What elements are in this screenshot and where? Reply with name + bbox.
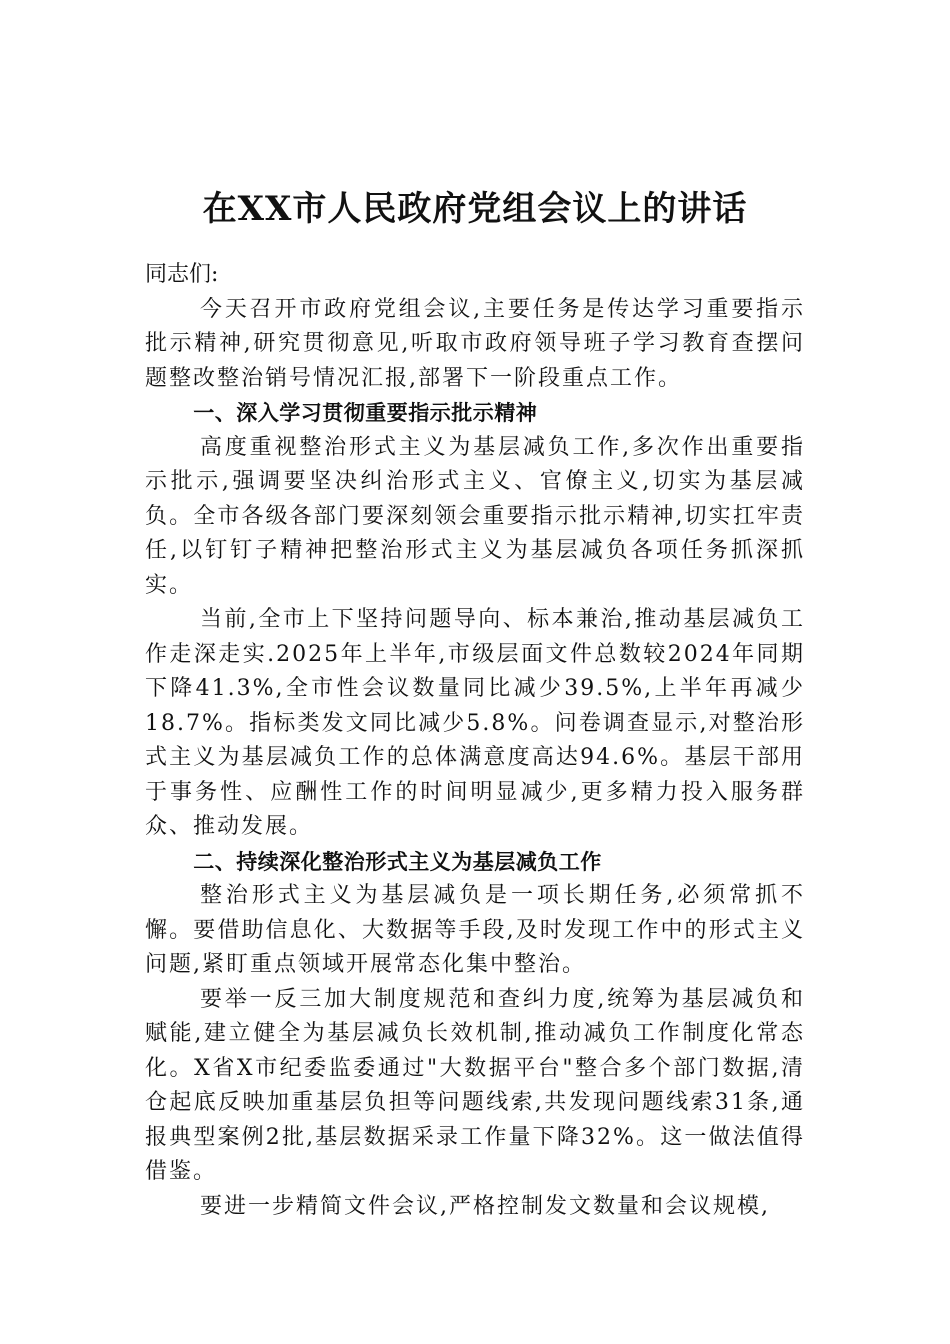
document-title: 在XX市人民政府党组会议上的讲话 (202, 188, 748, 229)
section-2-paragraph: 整治形式主义为基层减负是一项长期任务,必须常抓不懈。要借助信息化、大数据等手段,及时发现工作中的形式主义问题,紧盯重点领域开展常态化集中整治。 (145, 883, 805, 977)
section-1-paragraph: 高度重视整治形式主义为基层减负工作,多次作出重要指示批示,强调要坚决纠治形式主义、官僚主义,切实为基层减负。全市各级各部门要深刻领会重要指示批示精神,切实扛牢责任,以钉钉子精神把整治形式主义为基层减负各项任务抓深抓实。 (145, 434, 805, 598)
document-body (145, 258, 805, 1224)
section-2-heading: 二、持续深化整治形式主义为基层减负工作 (193, 849, 602, 874)
section-2-paragraph: 要举一反三加大制度规范和查纠力度,统筹为基层减负和赋能,建立健全为基层减负长效机制,推动减负工作制度化常态化。X省X市纪委监委通过"大数据平台"整合多个部门数据,清仓起底反映加重基层负担等问题线索,共发现问题线索31条,通报典型案例2批,基层数据采录工作量下降32%。这一做法值得借鉴。 (145, 986, 805, 1184)
section-1-heading: 一、深入学习贯彻重要指示批示精神 (193, 401, 538, 425)
section-2-paragraph: 要进一步精简文件会议,严格控制发文数量和会议规模, (200, 1193, 770, 1219)
intro-paragraph: 今天召开市政府党组会议,主要任务是传达学习重要指示批示精神,研究贯彻意见,听取市政府领导班子学习教育查摆问题整改整治销号情况汇报,部署下一阶段重点工作。 (145, 296, 805, 391)
section-1-paragraph: 当前,全市上下坚持问题导向、标本兼治,推动基层减负工作走深走实.2025年上半年,市级层面文件总数较2024年同期下降41.3%,全市性会议数量同比减少39.5%,上半年再减少18.7%。指标类发文同比减少5.8%。问卷调查显示,对整治形式主义为基层减负工作的总体满意度高达94.6%。基层干部用于事务性、应酬性工作的时间明显减少,更多精力投入服务群众、推动发展。 (145, 607, 805, 839)
salutation: 同志们: (145, 262, 219, 287)
